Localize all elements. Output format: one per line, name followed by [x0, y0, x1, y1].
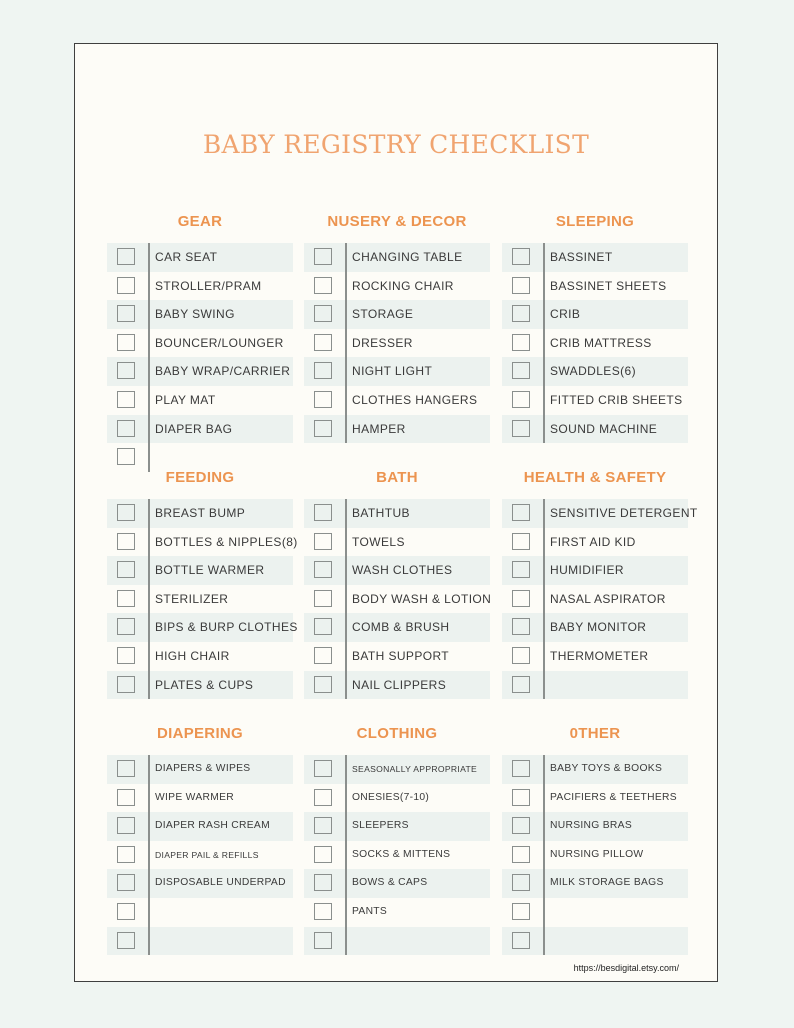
row-divider [543, 386, 545, 415]
row-divider [345, 499, 347, 528]
row-divider [543, 329, 545, 358]
checklist-row [107, 415, 293, 444]
checklist-row [107, 300, 293, 329]
checkbox[interactable] [512, 362, 530, 379]
checkbox[interactable] [117, 789, 135, 806]
item-label: DIAPER PAIL & REFILLS [155, 849, 259, 860]
checkbox[interactable] [314, 248, 332, 265]
row-divider [148, 386, 150, 415]
checkbox[interactable] [117, 533, 135, 550]
checklist-row [502, 784, 688, 813]
row-divider [543, 869, 545, 898]
row-divider [345, 784, 347, 813]
row-divider [148, 613, 150, 642]
checkbox[interactable] [117, 760, 135, 777]
row-divider [543, 272, 545, 301]
checklist-row [304, 642, 490, 671]
item-label: BASSINET [550, 250, 613, 264]
checklist-row [107, 499, 293, 528]
checklist-row [502, 556, 688, 585]
checkbox[interactable] [512, 647, 530, 664]
checklist-row [304, 329, 490, 358]
row-divider [148, 642, 150, 671]
row-divider [543, 898, 545, 927]
checklist-row [107, 898, 293, 927]
item-label: NAIL CLIPPERS [352, 677, 447, 692]
row-divider [543, 927, 545, 956]
row-divider [148, 357, 150, 386]
section-heading: FEEDING [165, 469, 235, 486]
checkbox[interactable] [314, 760, 332, 777]
item-label: PLAY MAT [155, 392, 216, 407]
row-divider [543, 671, 545, 700]
checkbox[interactable] [117, 561, 135, 578]
item-label: FITTED CRIB SHEETS [550, 392, 683, 407]
checkbox[interactable] [314, 391, 332, 408]
section-heading: BATH [376, 469, 418, 486]
row-divider [148, 415, 150, 444]
checklist-row [502, 585, 688, 614]
item-label: HIGH CHAIR [155, 648, 230, 663]
checklist-row [502, 898, 688, 927]
row-divider [148, 755, 150, 784]
item-label: DIAPERS & WIPES [155, 763, 251, 774]
item-label: STORAGE [352, 307, 414, 322]
item-label: DISPOSABLE UNDERPAD [155, 877, 286, 889]
checklist-row [502, 613, 688, 642]
item-label: FIRST AID KID [550, 534, 636, 549]
checkbox[interactable] [314, 932, 332, 949]
section-bath [304, 465, 490, 699]
section-heading: CLOTHING [356, 725, 438, 742]
item-label: NIGHT LIGHT [352, 364, 433, 379]
checkbox[interactable] [314, 561, 332, 578]
checklist-row [107, 755, 293, 784]
row-divider [345, 927, 347, 956]
checkbox[interactable] [117, 334, 135, 351]
row-divider [543, 528, 545, 557]
checkbox[interactable] [512, 618, 530, 635]
checkbox[interactable] [117, 817, 135, 834]
checklist-row [304, 869, 490, 898]
checklist-row [107, 243, 293, 272]
row-divider [543, 415, 545, 444]
item-label: SOUND MACHINE [550, 421, 658, 436]
row-divider [345, 329, 347, 358]
item-label: BOWS & CAPS [352, 877, 428, 889]
item-label: BASSINET SHEETS [550, 278, 667, 293]
row-divider [148, 841, 150, 870]
checkbox[interactable] [314, 533, 332, 550]
section-health-safety [502, 465, 698, 699]
checkbox[interactable] [512, 903, 530, 920]
item-label: BIPS & BURP CLOTHES [155, 620, 298, 635]
checklist-row [502, 499, 698, 528]
checklist-row [502, 812, 688, 841]
section-clothing [304, 721, 490, 955]
checkbox[interactable] [512, 277, 530, 294]
checklist-row [304, 898, 490, 927]
checkbox[interactable] [512, 334, 530, 351]
item-label: BODY WASH & LOTION [352, 591, 492, 606]
checkbox[interactable] [314, 647, 332, 664]
checklist-row [107, 927, 293, 956]
item-label: CRIB [550, 307, 581, 322]
checklist-row [502, 755, 688, 784]
checklist-row [502, 415, 688, 444]
checklist-row [502, 272, 688, 301]
checkbox[interactable] [512, 420, 530, 437]
checklist-row [502, 671, 688, 700]
section-0ther [502, 721, 688, 955]
checkbox[interactable] [117, 448, 135, 465]
row-divider [543, 243, 545, 272]
row-divider [148, 329, 150, 358]
row-divider [543, 357, 545, 386]
checklist-row [107, 272, 293, 301]
checkbox[interactable] [512, 561, 530, 578]
checklist-row [502, 528, 688, 557]
checklist-row [304, 556, 490, 585]
checkbox[interactable] [117, 932, 135, 949]
item-label: MILK STORAGE BAGS [550, 877, 664, 889]
checklist-row [304, 386, 490, 415]
checklist-row [107, 613, 298, 642]
checklist-row [304, 671, 490, 700]
checkbox[interactable] [512, 932, 530, 949]
checklist-row [502, 841, 688, 870]
item-label: CHANGING TABLE [352, 250, 463, 264]
item-label: WASH CLOTHES [352, 563, 453, 578]
item-label: WIPE WARMER [155, 791, 234, 803]
row-divider [148, 898, 150, 927]
checklist-row [502, 243, 688, 272]
checklist-row [107, 841, 293, 870]
checklist-row [107, 528, 298, 557]
checklist-row [502, 357, 688, 386]
checkbox[interactable] [314, 676, 332, 693]
row-divider [148, 243, 150, 272]
item-label: BABY WRAP/CARRIER [155, 364, 291, 379]
checklist-row [304, 812, 490, 841]
checklist-row [304, 784, 490, 813]
checkbox[interactable] [117, 305, 135, 322]
row-divider [345, 671, 347, 700]
checkbox[interactable] [314, 789, 332, 806]
item-label: PLATES & CUPS [155, 677, 254, 692]
item-label: BABY SWING [155, 307, 235, 322]
checklist-row [502, 642, 688, 671]
checkbox[interactable] [512, 248, 530, 265]
checkbox[interactable] [512, 391, 530, 408]
item-label: HUMIDIFIER [550, 563, 624, 578]
row-divider [543, 613, 545, 642]
row-divider [345, 642, 347, 671]
row-divider [345, 869, 347, 898]
item-label: STERILIZER [155, 591, 229, 606]
item-label: PANTS [352, 905, 388, 917]
item-label: BOTTLES & NIPPLES(8) [155, 534, 298, 549]
checklist-row [107, 357, 293, 386]
section-diapering [107, 721, 293, 955]
checklist-row [304, 300, 490, 329]
checklist-row [107, 556, 293, 585]
checklist-row [502, 300, 688, 329]
row-divider [148, 272, 150, 301]
checkbox[interactable] [117, 362, 135, 379]
checklist-row [304, 585, 490, 614]
row-divider [345, 585, 347, 614]
item-label: BOTTLE WARMER [155, 563, 265, 578]
checklist-page [74, 43, 718, 982]
checklist-row [107, 329, 293, 358]
checkbox[interactable] [512, 590, 530, 607]
checkbox[interactable] [512, 533, 530, 550]
page-title: BABY REGISTRY CHECKLIST [202, 130, 590, 159]
row-divider [345, 556, 347, 585]
checkbox[interactable] [314, 618, 332, 635]
row-divider [345, 841, 347, 870]
row-divider [543, 812, 545, 841]
row-divider [543, 841, 545, 870]
row-divider [148, 585, 150, 614]
checkbox[interactable] [314, 334, 332, 351]
checkbox[interactable] [117, 676, 135, 693]
section-heading: GEAR [177, 213, 223, 230]
item-label: CLOTHES HANGERS [352, 392, 478, 407]
item-label: BATH SUPPORT [352, 648, 450, 663]
checkbox[interactable] [314, 590, 332, 607]
checklist-row [304, 927, 490, 956]
item-label: DIAPER BAG [155, 421, 233, 436]
checkbox[interactable] [117, 647, 135, 664]
checkbox[interactable] [512, 874, 530, 891]
item-label: BREAST BUMP [155, 506, 246, 520]
row-divider [148, 812, 150, 841]
row-divider [543, 755, 545, 784]
footer-url: https://besdigital.etsy.com/ [573, 963, 679, 973]
checklist-row [107, 585, 293, 614]
item-label: BOUNCER/LOUNGER [155, 335, 284, 350]
section-heading: DIAPERING [156, 725, 244, 742]
row-divider [148, 869, 150, 898]
row-divider [543, 784, 545, 813]
row-divider [148, 300, 150, 329]
item-label: TOWELS [352, 534, 405, 549]
section-feeding [107, 465, 298, 699]
checkbox[interactable] [512, 504, 530, 521]
row-divider [148, 671, 150, 700]
checkbox[interactable] [117, 903, 135, 920]
checklist-row [304, 415, 490, 444]
item-label: DIAPER RASH CREAM [155, 820, 270, 832]
checkbox[interactable] [314, 874, 332, 891]
section-nusery-decor [304, 209, 490, 443]
checkbox[interactable] [512, 846, 530, 863]
checklist-row [304, 613, 490, 642]
item-label: PACIFIERS & TEETHERS [550, 791, 677, 803]
row-divider [345, 243, 347, 272]
section-gear [107, 209, 293, 472]
section-sleeping [502, 209, 688, 443]
checkbox[interactable] [117, 420, 135, 437]
checklist-row [107, 869, 293, 898]
item-label: SLEEPERS [352, 820, 409, 832]
section-heading: 0THER [569, 725, 621, 742]
row-divider [345, 300, 347, 329]
item-label: SWADDLES(6) [550, 364, 636, 379]
checkbox[interactable] [117, 590, 135, 607]
section-heading: NUSERY & DECOR [327, 213, 467, 230]
checkbox[interactable] [314, 903, 332, 920]
item-label: CAR SEAT [155, 250, 218, 264]
item-label: BABY MONITOR [550, 620, 647, 635]
checklist-row [304, 272, 490, 301]
item-label: THERMOMETER [550, 648, 649, 663]
checkbox[interactable] [117, 391, 135, 408]
row-divider [345, 613, 347, 642]
row-divider [345, 386, 347, 415]
checkbox[interactable] [117, 248, 135, 265]
checklist-row [304, 499, 490, 528]
row-divider [345, 812, 347, 841]
item-label: SENSITIVE DETERGENT [550, 506, 698, 520]
checkbox[interactable] [314, 305, 332, 322]
checklist-row [502, 927, 688, 956]
item-label: COMB & BRUSH [352, 620, 450, 635]
row-divider [345, 755, 347, 784]
item-label: DRESSER [352, 335, 413, 350]
checkbox[interactable] [117, 277, 135, 294]
checklist-row [502, 386, 688, 415]
row-divider [345, 272, 347, 301]
checkbox[interactable] [314, 504, 332, 521]
row-divider [543, 642, 545, 671]
item-label: ROCKING CHAIR [352, 278, 454, 293]
checkbox[interactable] [117, 846, 135, 863]
checklist-row [304, 755, 490, 784]
row-divider [148, 556, 150, 585]
checkbox[interactable] [314, 420, 332, 437]
row-divider [148, 784, 150, 813]
item-label: ONESIES(7-10) [352, 791, 430, 803]
row-divider [345, 357, 347, 386]
row-divider [543, 499, 545, 528]
checklist-row [107, 386, 293, 415]
checklist-row [304, 243, 490, 272]
checklist-row [107, 642, 293, 671]
item-label: SOCKS & MITTENS [352, 848, 451, 860]
checkbox[interactable] [314, 362, 332, 379]
section-heading: SLEEPING [555, 213, 635, 230]
row-divider [543, 556, 545, 585]
checkbox[interactable] [512, 676, 530, 693]
checkbox[interactable] [512, 789, 530, 806]
checkbox[interactable] [117, 874, 135, 891]
row-divider [345, 415, 347, 444]
item-label: SEASONALLY APPROPRIATE [352, 764, 478, 774]
item-label: NASAL ASPIRATOR [550, 591, 666, 606]
checkbox[interactable] [512, 760, 530, 777]
checkbox[interactable] [512, 305, 530, 322]
item-label: HAMPER [352, 421, 406, 436]
section-heading: HEALTH & SAFETY [523, 469, 667, 486]
checklist-row [304, 841, 490, 870]
item-label: CRIB MATTRESS [550, 335, 652, 350]
checkbox[interactable] [117, 504, 135, 521]
row-divider [543, 585, 545, 614]
checklist-row [304, 357, 490, 386]
item-label: STROLLER/PRAM [155, 278, 262, 293]
item-label: NURSING BRAS [550, 820, 632, 832]
checklist-row [107, 812, 293, 841]
row-divider [148, 927, 150, 956]
checklist-row [107, 784, 293, 813]
checkbox[interactable] [512, 817, 530, 834]
checkbox[interactable] [314, 817, 332, 834]
item-label: BATHTUB [352, 506, 410, 520]
checklist-row [304, 528, 490, 557]
checklist-row [502, 869, 688, 898]
row-divider [148, 528, 150, 557]
checkbox[interactable] [117, 618, 135, 635]
checklist-row [107, 671, 293, 700]
item-label: NURSING PILLOW [550, 848, 644, 860]
row-divider [543, 300, 545, 329]
item-label: BABY TOYS & BOOKS [550, 763, 663, 774]
checkbox[interactable] [314, 846, 332, 863]
row-divider [345, 898, 347, 927]
checkbox[interactable] [314, 277, 332, 294]
row-divider [345, 528, 347, 557]
row-divider [148, 499, 150, 528]
checklist-row [502, 329, 688, 358]
